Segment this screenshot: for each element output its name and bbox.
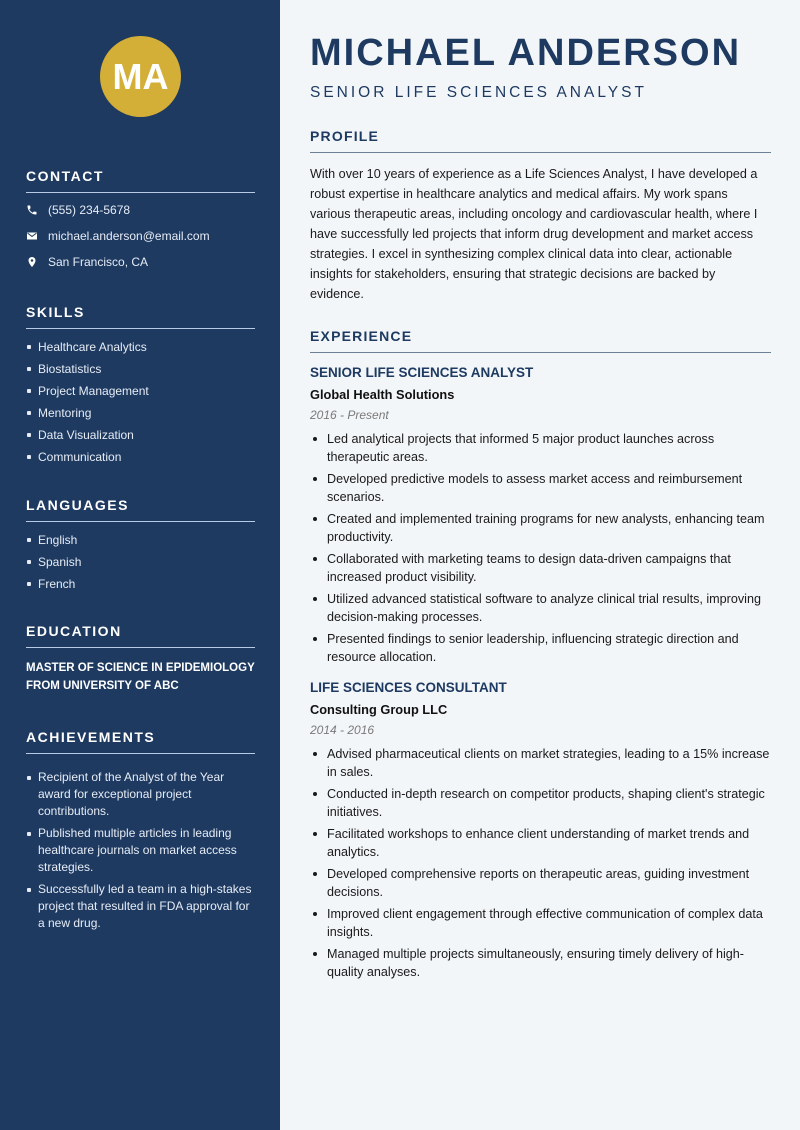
job-bullet: Collaborated with marketing teams to design data-driven campaigns that increased product visibility.	[310, 550, 771, 586]
job-bullet: Managed multiple projects simultaneously, ensuring timely delivery of high-quality analyses.	[310, 945, 771, 981]
location-icon	[26, 256, 38, 268]
job-dates: 2016 - Present	[310, 408, 389, 422]
profile-section	[310, 128, 771, 304]
experience-heading: EXPERIENCE	[310, 328, 771, 353]
job-bullet: Facilitated workshops to enhance client understanding of market trends and analytics.	[310, 825, 771, 861]
sidebar	[0, 0, 280, 1130]
skills-list	[26, 336, 255, 468]
job-bullet: Advised pharmaceutical clients on market strategies, leading to a 15% increase in sales.	[310, 745, 771, 781]
skill-item: Communication	[26, 446, 255, 468]
achievements-list	[26, 769, 255, 932]
education-heading: EDUCATION	[26, 623, 255, 648]
job-subtitle: SENIOR LIFE SCIENCES ANALYST	[310, 84, 647, 101]
job-bullet: Presented findings to senior leadership, influencing strategic direction and resource allocation.	[310, 630, 771, 666]
language-item: Spanish	[26, 551, 255, 573]
achievements-section	[26, 729, 255, 937]
profile-heading: PROFILE	[310, 128, 771, 153]
contact-list	[26, 197, 255, 275]
achievements-heading: ACHIEVEMENTS	[26, 729, 255, 754]
job-bullet: Led analytical projects that informed 5 major product launches across therapeutic areas.	[310, 430, 771, 466]
education-degree: MASTER OF SCIENCE IN EPIDEMIOLOGY FROM UNIVERSITY OF ABC	[26, 662, 255, 692]
job-entry	[310, 680, 771, 981]
skill-item: Biostatistics	[26, 358, 255, 380]
email-icon	[26, 230, 38, 242]
contact-phone-text: (555) 234-5678	[48, 203, 131, 217]
language-item: English	[26, 529, 255, 551]
avatar	[100, 36, 181, 117]
person-name: MICHAEL ANDERSON	[310, 32, 742, 74]
contact-email[interactable]	[26, 223, 255, 249]
skill-item: Data Visualization	[26, 424, 255, 446]
contact-location-text: San Francisco, CA	[48, 255, 149, 269]
language-item: French	[26, 573, 255, 595]
achievement-item: Published multiple articles in leading healthcare journals on market access strategies.	[26, 825, 255, 876]
contact-heading: CONTACT	[26, 168, 255, 193]
job-dates: 2014 - 2016	[310, 723, 375, 737]
avatar-initials: MA	[112, 55, 169, 97]
job-company: Global Health Solutions	[310, 387, 455, 402]
languages-list	[26, 529, 255, 595]
job-bullets	[310, 430, 771, 666]
job-company: Consulting Group LLC	[310, 702, 448, 717]
contact-location	[26, 249, 255, 275]
languages-heading: LANGUAGES	[26, 497, 255, 522]
experience-section	[310, 328, 771, 985]
achievement-item: Successfully led a team in a high-stakes project that resulted in FDA approval for a new drug.	[26, 881, 255, 932]
job-bullets	[310, 745, 771, 981]
job-title: LIFE SCIENCES CONSULTANT	[310, 680, 507, 695]
job-bullet: Developed predictive models to assess market access and reimbursement scenarios.	[310, 470, 771, 506]
job-bullet: Utilized advanced statistical software to analyze clinical trial results, improving decision-making processes.	[310, 590, 771, 626]
job-bullet: Developed comprehensive reports on therapeutic areas, guiding investment decisions.	[310, 865, 771, 901]
skills-section	[26, 304, 255, 468]
phone-icon	[26, 204, 38, 216]
job-entry	[310, 365, 771, 666]
job-title: SENIOR LIFE SCIENCES ANALYST	[310, 365, 534, 380]
languages-section	[26, 497, 255, 595]
skill-item: Project Management	[26, 380, 255, 402]
achievement-item: Recipient of the Analyst of the Year award for exceptional project contributions.	[26, 769, 255, 820]
contact-section	[26, 168, 255, 275]
skill-item: Healthcare Analytics	[26, 336, 255, 358]
job-bullet: Conducted in-depth research on competitor products, shaping client's strategic initiatives.	[310, 785, 771, 821]
job-bullet: Created and implemented training programs for new analysts, enhancing team productivity.	[310, 510, 771, 546]
skill-item: Mentoring	[26, 402, 255, 424]
skills-heading: SKILLS	[26, 304, 255, 329]
job-bullet: Improved client engagement through effective communication of complex data insights.	[310, 905, 771, 941]
profile-text: With over 10 years of experience as a Life Sciences Analyst, I have developed a robust expertise in healthcare analytics and medical affairs. My work spans various therapeutic areas, including oncology and cardiovascular health, where I have successfully led projects that inform drug development and market access strategies. I excel in synthesizing complex clinical data into clear, actionable insights for stakeholders, ensuring that strategic decisions are backed by evidence.	[310, 167, 758, 301]
contact-email-text: michael.anderson@email.com	[48, 229, 210, 243]
contact-phone[interactable]	[26, 197, 255, 223]
education-section	[26, 623, 255, 695]
